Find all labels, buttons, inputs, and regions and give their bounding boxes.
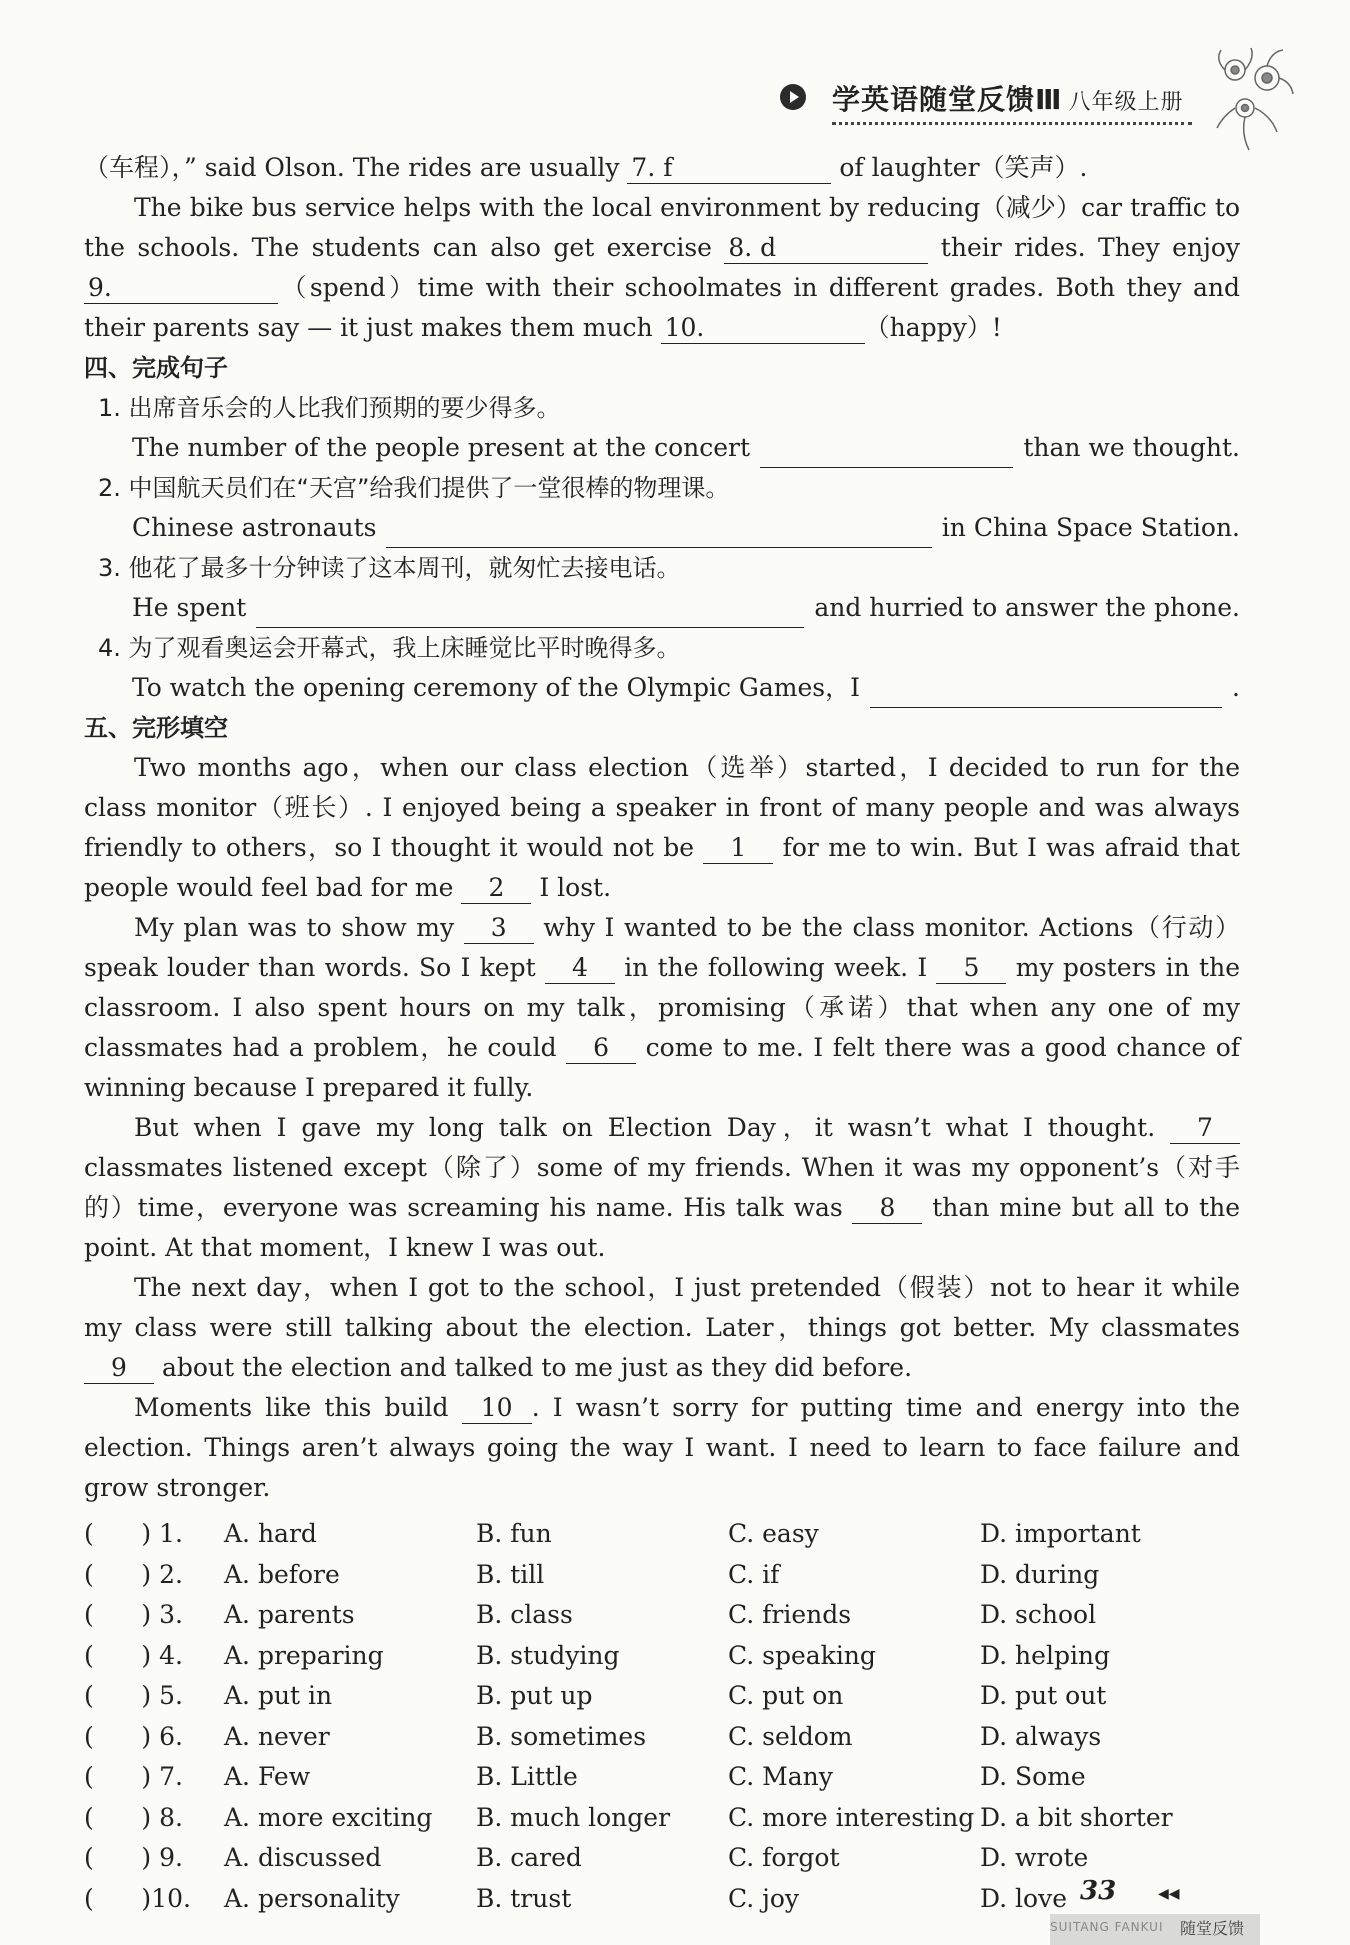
text-segment: （车程），” said Olson. The rides are usually bbox=[84, 153, 628, 182]
sentence-start: He spent bbox=[132, 593, 247, 622]
cloze-blank-8[interactable]: 8 bbox=[852, 1193, 922, 1224]
text-segment: Moments like this build bbox=[134, 1393, 462, 1422]
option-a[interactable]: A. hard bbox=[224, 1519, 317, 1548]
sentence-answer-blank[interactable] bbox=[386, 517, 931, 548]
option-d[interactable]: D. important bbox=[980, 1519, 1141, 1548]
text-segment: I lost. bbox=[531, 873, 612, 902]
section-title-complete-sentences: 四、完成句子 bbox=[84, 354, 228, 382]
option-row bbox=[84, 1555, 1240, 1596]
answer-blank-8[interactable]: 8. d bbox=[724, 233, 928, 264]
text-segment: The next day，when I got to the school，I just pretended（假装）not to hear it while my class were still talking about the election. Later，things got better. My classmates bbox=[84, 1273, 1240, 1342]
option-number[interactable]: ( ) 5. bbox=[84, 1681, 183, 1710]
option-b[interactable]: B. cared bbox=[476, 1843, 582, 1872]
page-content bbox=[84, 148, 1240, 1919]
text-segment: their rides. They enjoy bbox=[928, 233, 1240, 262]
option-number[interactable]: ( ) 2. bbox=[84, 1559, 183, 1589]
option-b[interactable]: B. fun bbox=[476, 1519, 552, 1548]
page-number: 33 bbox=[1080, 1876, 1117, 1906]
question-chinese: 2. 中国航天员们在“天宫”给我们提供了一堂很棒的物理课。 bbox=[98, 474, 730, 502]
option-number[interactable]: ( ) 1. bbox=[84, 1519, 183, 1548]
option-number[interactable]: ( ) 8. bbox=[84, 1802, 183, 1832]
text-segment: about the election and talked to me just as they did before. bbox=[154, 1353, 913, 1382]
option-row bbox=[84, 1636, 1240, 1677]
cloze-blank-10[interactable]: 10 bbox=[462, 1393, 532, 1424]
option-d[interactable]: D. wrote bbox=[980, 1843, 1089, 1872]
text-segment: than mine but all to the point. At that moment，I knew I was out. bbox=[84, 1193, 1240, 1262]
text-segment: But when I gave my long talk on Election Day，it wasn’t what I thought. bbox=[134, 1113, 1170, 1142]
option-a[interactable]: A. never bbox=[224, 1721, 330, 1751]
option-d[interactable]: D. always bbox=[980, 1721, 1102, 1751]
option-a[interactable]: A. parents bbox=[224, 1600, 355, 1629]
cloze-blank-6[interactable]: 6 bbox=[566, 1033, 636, 1064]
sentence-end: . bbox=[1232, 673, 1240, 702]
option-d[interactable]: D. love bbox=[980, 1883, 1068, 1913]
question-chinese: 1. 出席音乐会的人比我们预期的要少得多。 bbox=[98, 394, 561, 422]
sentence-answer-blank[interactable] bbox=[256, 597, 804, 628]
option-a[interactable]: A. Few bbox=[224, 1762, 311, 1791]
option-c[interactable]: C. more interesting bbox=[728, 1802, 975, 1832]
option-number[interactable]: ( ) 4. bbox=[84, 1640, 183, 1670]
option-a[interactable]: A. more exciting bbox=[224, 1802, 433, 1832]
sentence-answer-blank[interactable] bbox=[760, 437, 1013, 468]
reading-paragraph bbox=[84, 148, 1240, 188]
cloze-blank-2[interactable]: 2 bbox=[461, 873, 531, 904]
cloze-blank-7[interactable]: 7 bbox=[1170, 1113, 1240, 1144]
option-row bbox=[84, 1798, 1240, 1839]
option-a[interactable]: A. personality bbox=[224, 1883, 400, 1913]
option-c[interactable]: C. joy bbox=[728, 1883, 800, 1913]
option-c[interactable]: C. put on bbox=[728, 1681, 844, 1710]
cloze-paragraph bbox=[84, 1388, 1240, 1508]
question-chinese: 3. 他花了最多十分钟读了这本周刊，就匆忙去接电话。 bbox=[98, 554, 681, 582]
cloze-blank-9[interactable]: 9 bbox=[84, 1353, 154, 1384]
option-row bbox=[84, 1595, 1240, 1636]
header-dotted-rule bbox=[832, 122, 1192, 125]
page-header bbox=[780, 78, 1250, 128]
option-b[interactable]: B. Little bbox=[476, 1762, 578, 1791]
option-row bbox=[84, 1838, 1240, 1879]
option-a[interactable]: A. discussed bbox=[224, 1843, 382, 1872]
sentence-start: Chinese astronauts bbox=[132, 513, 377, 542]
cloze-paragraph bbox=[84, 1108, 1240, 1268]
option-b[interactable]: B. much longer bbox=[476, 1802, 671, 1832]
text-segment: of laughter（笑声）. bbox=[831, 153, 1088, 182]
option-c[interactable]: C. Many bbox=[728, 1762, 833, 1791]
text-segment: （spend）time with their schoolmates in different grades. Both they and their parents say — it just makes them much bbox=[84, 273, 1240, 342]
text-segment: My plan was to show my bbox=[134, 913, 464, 942]
answer-blank-10[interactable]: 10. bbox=[661, 313, 865, 344]
option-d[interactable]: D. helping bbox=[980, 1640, 1111, 1670]
cloze-blank-5[interactable]: 5 bbox=[936, 953, 1006, 984]
cloze-blank-4[interactable]: 4 bbox=[545, 953, 615, 984]
option-row bbox=[84, 1717, 1240, 1758]
sentence-start: The number of the people present at the concert bbox=[132, 433, 751, 462]
option-c[interactable]: C. easy bbox=[728, 1519, 819, 1548]
text-segment: my posters in the classroom. I also spent hours on my talk，promising（承诺）that when any one of my classmates had a problem，he could bbox=[84, 953, 1240, 1062]
cloze-paragraph bbox=[84, 1268, 1240, 1388]
sentence-end: and hurried to answer the phone. bbox=[814, 593, 1240, 622]
option-number[interactable]: ( ) 9. bbox=[84, 1843, 183, 1872]
option-d[interactable]: D. school bbox=[980, 1600, 1097, 1629]
text-segment: . I wasn’t sorry for putting time and energy into the election. Things aren’t always going the way I want. I need to learn to face failure and grow stronger. bbox=[84, 1393, 1241, 1502]
option-row bbox=[84, 1676, 1240, 1717]
question-english bbox=[84, 668, 1240, 708]
option-c[interactable]: C. seldom bbox=[728, 1721, 853, 1751]
option-c[interactable]: C. speaking bbox=[728, 1640, 876, 1670]
sentence-answer-blank[interactable] bbox=[870, 677, 1222, 708]
option-a[interactable]: A. before bbox=[224, 1559, 340, 1589]
answer-blank-7[interactable]: 7. f bbox=[627, 153, 831, 184]
footer-brand: SUITANG FANKUI bbox=[1050, 1920, 1164, 1934]
cloze-options-list bbox=[84, 1514, 1240, 1919]
option-d[interactable]: D. Some bbox=[980, 1762, 1086, 1791]
cloze-paragraph bbox=[84, 748, 1240, 908]
question-chinese: 4. 为了观看奥运会开幕式，我上床睡觉比平时晚得多。 bbox=[98, 634, 681, 662]
cloze-blank-1[interactable]: 1 bbox=[703, 833, 773, 864]
option-b[interactable]: B. trust bbox=[476, 1883, 572, 1913]
text-segment: The bike bus service helps with the local environment by reducing（减少）car traffic to the schools. The students can also get exercise bbox=[84, 193, 1240, 262]
text-segment: for me to win. But I was afraid that people would feel bad for me bbox=[84, 833, 1240, 902]
text-segment: come to me. I felt there was a good chance of winning because I prepared it fully. bbox=[84, 1033, 1241, 1102]
answer-blank-9[interactable]: 9. bbox=[84, 273, 278, 304]
cloze-blank-3[interactable]: 3 bbox=[464, 913, 534, 944]
footer-tag: 随堂反馈 bbox=[1180, 1919, 1245, 1938]
option-c[interactable]: C. if bbox=[728, 1559, 780, 1589]
book-subtitle: 八年级上册 bbox=[1068, 90, 1184, 115]
option-number[interactable]: ( ) 6. bbox=[84, 1721, 183, 1751]
cloze-paragraph bbox=[84, 908, 1240, 1108]
option-d[interactable]: D. put out bbox=[980, 1681, 1107, 1710]
option-b[interactable]: B. sometimes bbox=[476, 1721, 647, 1751]
option-number[interactable]: ( ) 3. bbox=[84, 1600, 183, 1629]
sentence-start: To watch the opening ceremony of the Olympic Games，I bbox=[132, 673, 860, 702]
option-b[interactable]: B. studying bbox=[476, 1640, 620, 1670]
option-c[interactable]: C. friends bbox=[728, 1600, 852, 1629]
option-c[interactable]: C. forgot bbox=[728, 1843, 840, 1872]
option-number[interactable]: ( ) 7. bbox=[84, 1762, 183, 1791]
book-title bbox=[832, 78, 1184, 118]
text-segment: classmates listened except（除了）some of my friends. When it was my opponent’s（对手的）time，everyone was screaming his name. His talk was bbox=[84, 1153, 1240, 1222]
sentence-end: in China Space Station. bbox=[941, 513, 1240, 542]
option-d[interactable]: D. a bit shorter bbox=[980, 1802, 1173, 1832]
option-row bbox=[84, 1757, 1240, 1798]
flower-decoration-icon bbox=[1205, 42, 1295, 152]
option-number[interactable]: ( )10. bbox=[84, 1883, 191, 1913]
text-segment: （happy）! bbox=[864, 313, 1002, 342]
option-b[interactable]: B. put up bbox=[476, 1681, 593, 1710]
text-segment: Two months ago，when our class election（选举）started，I decided to run for the class monitor（班长）. I enjoyed being a speaker in front of many people and was always friendly to others，so I thought it would not be bbox=[84, 753, 1240, 862]
double-arrow-left-icon: ◀◀ bbox=[1158, 1886, 1180, 1902]
book-title-text: 学英语随堂反馈Ⅲ bbox=[832, 83, 1063, 116]
option-b[interactable]: B. class bbox=[476, 1600, 573, 1629]
question-english bbox=[84, 428, 1240, 468]
option-a[interactable]: A. preparing bbox=[224, 1640, 384, 1670]
option-d[interactable]: D. during bbox=[980, 1559, 1100, 1589]
play-icon bbox=[780, 84, 806, 110]
text-segment: why I wanted to be the class monitor. Actions（行动）speak louder than words. So I kept bbox=[84, 913, 1240, 982]
section-title-cloze: 五、完形填空 bbox=[84, 714, 228, 742]
text-segment: in the following week. I bbox=[614, 953, 937, 982]
question-english bbox=[84, 588, 1240, 628]
reading-paragraph bbox=[84, 188, 1240, 348]
option-a[interactable]: A. put in bbox=[224, 1681, 333, 1710]
page-footer bbox=[0, 1876, 1350, 1945]
question-english bbox=[84, 508, 1240, 548]
option-row bbox=[84, 1514, 1240, 1555]
option-b[interactable]: B. till bbox=[476, 1559, 545, 1589]
sentence-end: than we thought. bbox=[1023, 433, 1240, 462]
